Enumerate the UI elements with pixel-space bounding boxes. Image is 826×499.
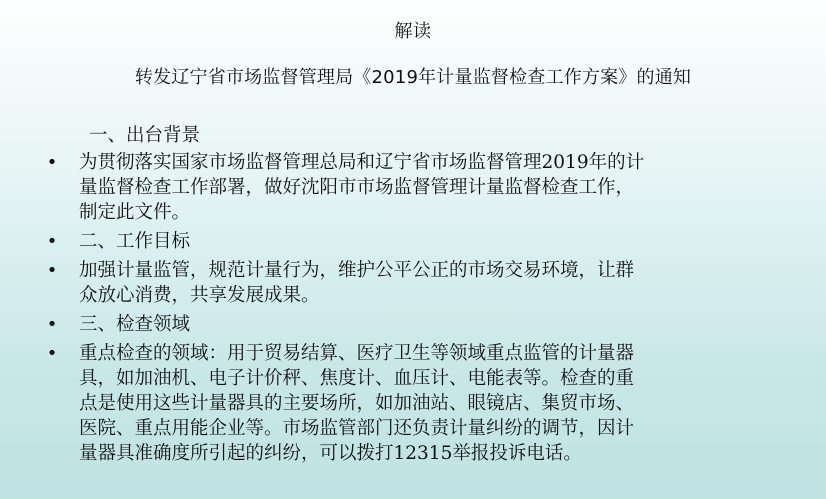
list-item-goal-heading: [0, 229, 779, 254]
text-line: 制定此文件。: [79, 202, 191, 223]
bullet-icon: •: [46, 343, 58, 364]
bullet-text: [79, 229, 779, 254]
notice-title: 转发辽宁省市场监督管理局《2019年计量监督检查工作方案》的通知: [134, 67, 692, 88]
page-title: 解读: [394, 21, 432, 42]
text-line: 具，如加油机、电子计价秤、焦度计、血压计、电能表等。检查的重: [79, 368, 635, 389]
list-item-inspection-heading: [0, 312, 779, 337]
text-line: 重点检查的领域：用于贸易结算、医疗卫生等领域重点监管的计量器: [79, 343, 635, 364]
text-line: 点是使用这些计量器具的主要场所，如加油站、眼镜店、集贸市场、: [79, 393, 635, 414]
text-line: 三、检查领域: [79, 314, 191, 335]
bullet-text: [79, 341, 779, 466]
bullet-text: [79, 312, 779, 337]
bullet-icon: •: [46, 152, 58, 173]
list-item-goal: [0, 258, 779, 308]
text-line: 众放心消费，共享发展成果。: [79, 285, 320, 306]
section-heading-background: 一、出台背景: [89, 125, 201, 146]
text-line: 量器具准确度所引起的纠纷，可以拨打12315举报投诉电话。: [79, 443, 582, 464]
text-line: 二、工作目标: [79, 231, 191, 252]
text-line: 为贯彻落实国家市场监督管理总局和辽宁省市场监督管理2019年的计: [79, 152, 645, 173]
list-item-background: [0, 150, 779, 225]
bullet-text: [79, 150, 779, 225]
text-line: 加强计量监管，规范计量行为，维护公平公正的市场交易环境，让群: [79, 260, 635, 281]
text-line: 量监督检查工作部署，做好沈阳市市场监督管理计量监督检查工作，: [79, 177, 635, 198]
bullet-text: [79, 258, 779, 308]
bullet-icon: •: [46, 231, 58, 252]
bullet-list: [0, 150, 826, 470]
bullet-icon: •: [46, 314, 58, 335]
list-item-inspection-details: [0, 341, 779, 466]
text-line: 医院、重点用能企业等。市场监管部门还负责计量纠纷的调节，因计: [79, 418, 635, 439]
bullet-icon: •: [46, 260, 58, 281]
